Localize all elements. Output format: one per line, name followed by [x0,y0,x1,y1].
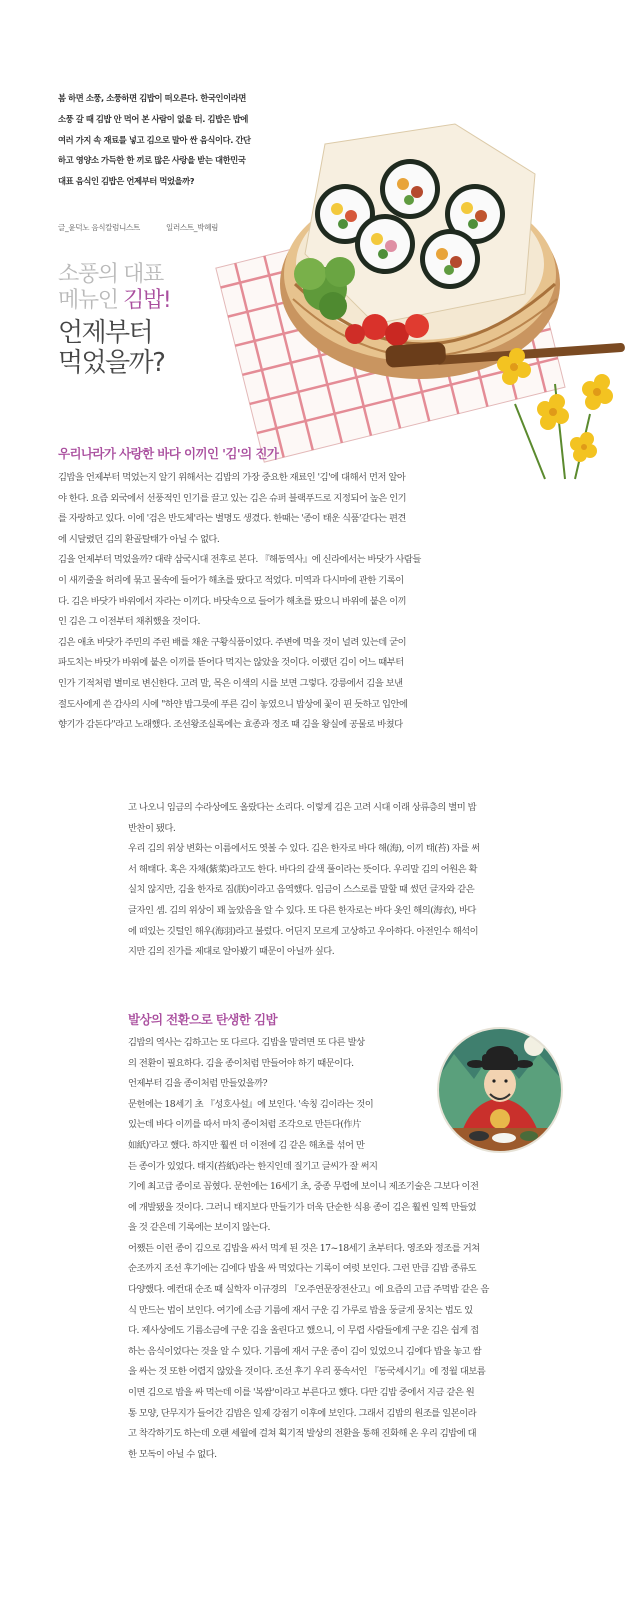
text-line: 어쨌든 이런 종이 김으로 김밥을 싸서 먹게 된 것은 17~18세기 초부터다. 영조와 정조를 거쳐 [128,1242,480,1254]
title-line-2 [58,288,170,314]
text-line: 김은 애초 바닷가 주민의 주린 배를 채운 구황식품이었다. 주변에 먹을 것이 널려 있는데 굳이 [58,636,407,648]
text-line: 김밥의 역사는 김하고는 또 다르다. 김밥을 말려면 또 다른 발상 [128,1037,365,1048]
article-body-part-1 [58,468,478,736]
text-line: 실치 않지만, 김을 한자로 짐(朕)이라고 음역했다. 임금이 스스로를 말할 때 썼던 글자와 같은 [128,884,475,896]
text-line: 인가 기적처럼 별미로 변신한다. 고려 말, 목은 이색의 시를 보면 그렇다. 강릉에서 김을 보낸 [58,677,403,689]
gimbap-illustration [205,84,640,484]
section-heading-seaweed: 우리나라가 사랑한 바다 이끼인 '김'의 진가 [58,446,279,461]
text-line: 한 모독이 아닐 수 없다. [128,1448,217,1460]
article-body-part-3 [128,1033,428,1177]
text-line: 에 떠있는 깃털인 해우(海羽)라고 불렀다. 어딘지 모르게 고상하고 우아하다. 아전인수 해석이 [128,925,479,937]
text-line: 다양했다. 예컨대 순조 때 실학자 이규경의 『오주연문장전산고』에 요즘의 고급 주먹밥 같은 음 [128,1283,489,1295]
text-line: 우리 김의 위상 변화는 이름에서도 엿볼 수 있다. 김은 한자로 바다 해(海), 이끼 태(苔) 자를 써 [128,843,480,855]
text-line: 고 착각하기도 하는데 오랜 세월에 걸쳐 획기적 발상의 전환을 통해 진화해 온 우리 김밥에 대 [128,1428,477,1440]
text-line: 하는 음식이었다는 것을 알 수 있다. 기름에 재서 구운 종이 김이 있었으니 김에다 밥을 놓고 쌈 [128,1345,482,1357]
intro-line: 대표 음식인 김밥은 언제부터 먹었을까? [58,176,195,187]
text-line: 식 만드는 법이 보인다. 여기에 소금 기름에 재서 구운 김 가루로 밥을 둥글게 뭉치는 법도 있 [128,1304,473,1316]
text-line: 지만 김의 진가를 제대로 알아봤기 때문이 아닐까 싶다. [128,946,335,958]
illustrator-credit: 일러스트_박혜림 [166,223,219,232]
text-line: 있는데 바다 이끼를 따서 마치 종이처럼 조각으로 만든다(作片 [128,1119,361,1131]
text-line: 통 모양, 단무지가 들어간 김밥은 일제 강점기 이후에 보인다. 그래서 김밥의 원조를 일본이라 [128,1407,477,1419]
text-line: 에 시달렸던 김의 환골탈태가 아닐 수 없다. [58,533,220,545]
text-line: 을 것 같은데 기록에는 보이지 않는다. [128,1222,270,1234]
intro-line: 소풍 갈 때 김밥 안 먹어 본 사람이 없을 터. 김밥은 밥에 [58,113,249,124]
text-line: 의 전환이 필요하다. 김을 종이처럼 만들어야 하기 때문이다. [128,1057,354,1069]
intro-line: 여러 가지 속 재료를 넣고 김으로 말아 싼 음식이다. 간단 [58,134,251,145]
article-body-part-2 [128,798,558,963]
title-line-2-plain: 메뉴인 [58,288,124,313]
text-line: 이면 김으로 밥을 싸 먹는데 이를 '복쌈'이라고 부른다고 했다. 다만 김밥 중에서 지금 같은 원 [128,1386,475,1398]
text-line: 글자인 셈. 김의 위상이 꽤 높았음을 알 수 있다. 또 다른 한자로는 바다 옷인 해의(海衣), 바다 [128,904,476,916]
king-illustration [434,1024,566,1156]
text-line: 에 개발됐을 것이다. 그러니 태지보다 만들기가 더욱 단순한 식용 종이 김은 훨씬 일찍 만들었 [128,1201,477,1213]
text-line: 다. 김은 바닷가 바위에서 자라는 이끼다. 바닷속으로 들어가 해초를 땄으니 바위에 붙은 이끼 [58,595,407,607]
text-line: 인 김은 그 이전부터 채취했을 것이다. [58,616,200,628]
text-line: 절도사에게 쓴 감사의 시에 "하얀 밥그릇에 푸른 김이 놓였으니 밥상에 꽃이 핀 듯하고 입안에 [58,698,408,710]
text-line: 향기가 감돈다"라고 노래했다. 조선왕조실록에는 효종과 정조 때 김을 왕실에 공물로 바쳤다 [58,719,403,731]
page-title [58,262,170,378]
text-line: 서 해태다. 혹은 자채(紫菜)라고도 한다. 바다의 갈색 풀이라는 뜻이다. 우리말 김의 어원은 확 [128,863,478,875]
text-line: 김을 언제부터 먹었을까? 대략 삼국시대 전후로 본다. 『해동역사』에 신라에서는 바닷가 사람들 [58,554,421,566]
writer-credit: 글_윤덕노 음식칼럼니스트 [58,223,140,232]
text-line: 언제부터 김을 종이처럼 만들었을까? [128,1078,268,1090]
text-line: 문헌에는 18세기 초 『성호사설』에 보인다. '속칭 김이라는 것이 [128,1098,374,1110]
text-line: 순조까지 조선 후기에는 김에다 밥을 싸 먹었다는 기록이 여럿 보인다. 그런 만큼 김밥 종류도 [128,1263,477,1275]
text-line: 를 자랑하고 있다. 이에 '검은 반도체'라는 별명도 생겼다. 한때는 '종이 태운 식품'같다는 편견 [58,513,406,525]
title-line-4: 먹었을까? [58,348,165,378]
text-line: 파도치는 바닷가 바위에 붙은 이끼를 뜯어다 먹지는 않았을 것이다. 이랬던 김이 어느 때부터 [58,657,404,669]
text-line: 고 나오니 임금의 수라상에도 올랐다는 소리다. 이렇게 김은 고려 시대 이래 상류층의 별미 밥 [128,802,477,813]
article-body-part-4 [128,1177,558,1465]
text-line: 야 한다. 요즘 외국에서 선풍적인 인기를 끌고 있는 김은 슈퍼 블랙푸드로 지정되어 높은 인기 [58,492,407,504]
title-line-3: 언제부터 [58,318,153,348]
text-line: 반찬이 됐다. [128,822,176,834]
text-line: 이 새끼줄을 허리에 묶고 물속에 들어가 해초를 땄다고 적었다. 미역과 다시마에 관한 기록이 [58,574,404,586]
text-line: 如紙)'라고 했다. 하지만 훨씬 더 이전에 김 같은 해초를 섞어 만 [128,1139,365,1151]
section-heading-gimbap: 발상의 전환으로 탄생한 김밥 [128,1012,277,1027]
intro-line: 하고 영양소 가득한 한 끼로 많은 사랑을 받는 대한민국 [58,155,246,166]
text-line: 을 싸는 것 또한 어렵지 않았을 것이다. 조선 후기 우리 풍속서인 『동국세시기』에 정월 대보름 [128,1366,486,1378]
text-line: 다. 제사상에도 기름소금에 구운 김을 올린다고 했으니, 이 무렵 사람들에게 구운 김은 쉽게 접 [128,1325,479,1337]
title-accent: 김밥! [123,288,171,313]
text-line: 김밥을 언제부터 먹었는지 알기 위해서는 김밥의 가장 중요한 재료인 '김'에 대해서 먼저 알아 [58,472,406,483]
text-line: 기에 최고급 종이로 꼽혔다. 문헌에는 16세기 초, 중종 무렵에 보이니 제조기술은 그보다 이전 [128,1181,479,1192]
intro-line: 봄 하면 소풍, 소풍하면 김밥이 떠오른다. 한국인이라면 [58,93,246,103]
title-line-1: 소풍의 대표 [58,262,163,287]
text-line: 든 종이가 있었다. 태지(苔紙)라는 한지인데 질기고 글씨가 잘 써지 [128,1160,378,1172]
